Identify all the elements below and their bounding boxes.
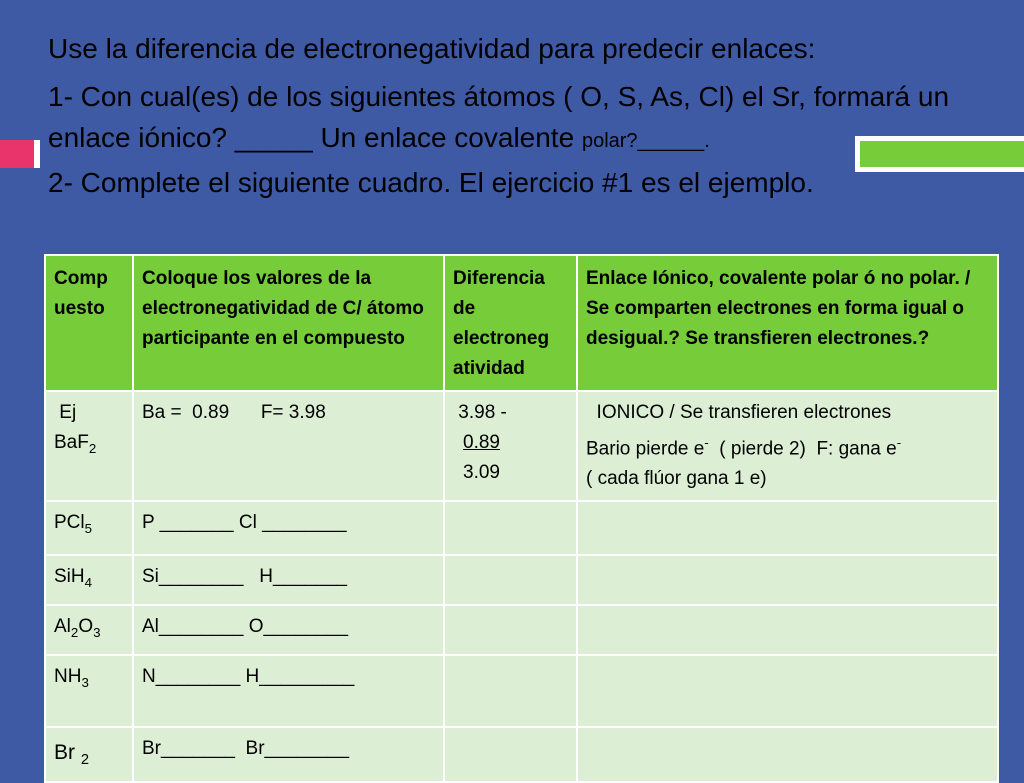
electronegativity-table [44,254,999,783]
cell-values: P _______ Cl ________ [133,501,444,555]
table-header-row [45,255,998,391]
header-compound: Comp uesto [45,255,133,391]
cell-difference[interactable] [444,605,577,655]
header-bond-type: Enlace Iónico, covalente polar ó no polar. / Se comparten electrones en forma igual o desigual.? Se transfieren electrones.? [577,255,998,391]
cell-values: Al________ O________ [133,605,444,655]
question-1-polar: polar?______. [581,130,710,152]
cell-values: Br_______ Br________ [133,727,444,782]
cell-values: N________ H_________ [133,655,444,727]
slide-title [48,22,1008,203]
cell-compound: $NH_3$ [45,655,133,727]
cell-compound: $Al_2O_3$ [45,605,133,655]
cell-bond-type[interactable] [577,655,998,727]
table-row [45,555,998,605]
header-values: Coloque los valores de la electronegatividad de C/ átomo participante en el compuesto [133,255,444,391]
cell-difference: 3.98 - 0.89 3.09 [444,391,577,501]
title-line: Use la diferencia de electronegatividad para predecir enlaces: [48,33,816,64]
cell-bond-type[interactable] [577,605,998,655]
side-accent-white [34,140,40,168]
table-row [45,655,998,727]
question-2: 2- Complete el siguiente cuadro. El ejercicio #1 es el ejemplo. [48,167,814,198]
table-row [45,727,998,782]
example-label: Ej [54,402,77,423]
cell-values: Si________ H_______ [133,555,444,605]
cell-bond-type[interactable] [577,501,998,555]
cell-bond-type[interactable] [577,555,998,605]
compound-formula: BaF$_2$ [54,432,97,456]
question-1-text: 1- Con cual(es) de los siguientes átomos ( O, S, As, Cl) el Sr, formará un enlace iónico? _____ Un enlace covalente [48,81,950,153]
cell-compound: PCl$_5$ [45,501,133,555]
cell-compound: SiH$_4$ [45,555,133,605]
table-row-example [45,391,998,501]
cell-difference[interactable] [444,727,577,782]
table-row [45,501,998,555]
cell-bond-type[interactable] [577,727,998,782]
table-row [45,605,998,655]
cell-bond-type: IONICO / Se transfieren electrones Bario pierde e- ( pierde 2) F: gana e- ( cada flúor gana 1 e) [577,391,998,501]
cell-difference[interactable] [444,555,577,605]
cell-compound: Br $_2$ [45,727,133,782]
cell-values: Ba = 0.89 F= 3.98 [133,391,444,501]
cell-difference[interactable] [444,655,577,727]
question-1 [48,76,1008,162]
cell-compound [45,391,133,501]
cell-difference[interactable] [444,501,577,555]
side-accent-pink [0,140,34,168]
header-difference: Diferencia de electroneg atividad [444,255,577,391]
